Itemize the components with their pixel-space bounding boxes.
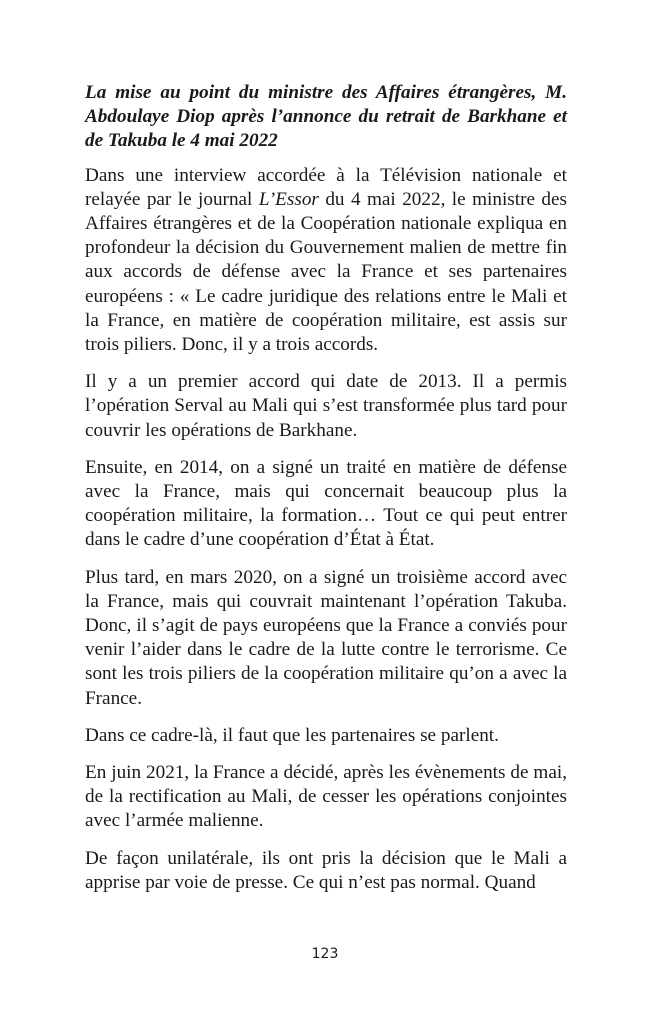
paragraph-1-before: Dans une interview accordée à la Télévision nationale et relayée par le journal [85, 164, 567, 210]
paragraph-5: Dans ce cadre-là, il faut que les partenaires se parlent. [85, 724, 499, 746]
newspaper-title: L’Essor [258, 188, 319, 210]
section-heading: La mise au point du ministre des Affaires étrangères, M. Abdoulaye Diop après l’annonce du retrait de Barkhane et de Takuba le 4 mai 2022 [85, 82, 567, 152]
paragraph-6: En juin 2021, la France a décidé, après les évènements de mai, de la rectification au Mali, de cesser les opérations conjointes avec l’armée malienne. [85, 762, 567, 832]
paragraph-1-after: du 4 mai 2022, le ministre des Affaires étrangères et de la Coopération nationale expliqua en profondeur la décision du Gouvernement malien de mettre fin aux accords de défense avec la France et ses partenaires européens : « Le cadre juridique des relations entre le Mali et la France, en matière de coopération militaire, est assis sur trois piliers. Donc, il y a trois accords. [85, 188, 567, 356]
page-content [85, 81, 567, 908]
paragraph-3: Ensuite, en 2014, on a signé un traité en matière de défense avec la France, mais qui concernait beaucoup plus la coopération militaire, la formation… Tout ce qui peut entrer dans le cadre d’une coopération d’État à État. [85, 456, 567, 551]
paragraph-1 [85, 164, 567, 358]
page-number: 123 [311, 946, 339, 962]
paragraph-7: De façon unilatérale, ils ont pris la décision que le Mali a apprise par voie de presse. Ce qui n’est pas normal. Quand [85, 847, 567, 893]
paragraph-4: Plus tard, en mars 2020, on a signé un troisième accord avec la France, mais qui couvrait maintenant l’opération Takuba. Donc, il s’agit de pays européens que la France a conviés pour venir l’aider dans le cadre de la lutte contre le terrorisme. Ce sont les trois piliers de la coopération militaire qu’on a avec la France. [85, 566, 567, 709]
paragraph-2: Il y a un premier accord qui date de 2013. Il a permis l’opération Serval au Mali qui s’est transformée plus tard pour couvrir les opérations de Barkhane. [85, 371, 567, 441]
